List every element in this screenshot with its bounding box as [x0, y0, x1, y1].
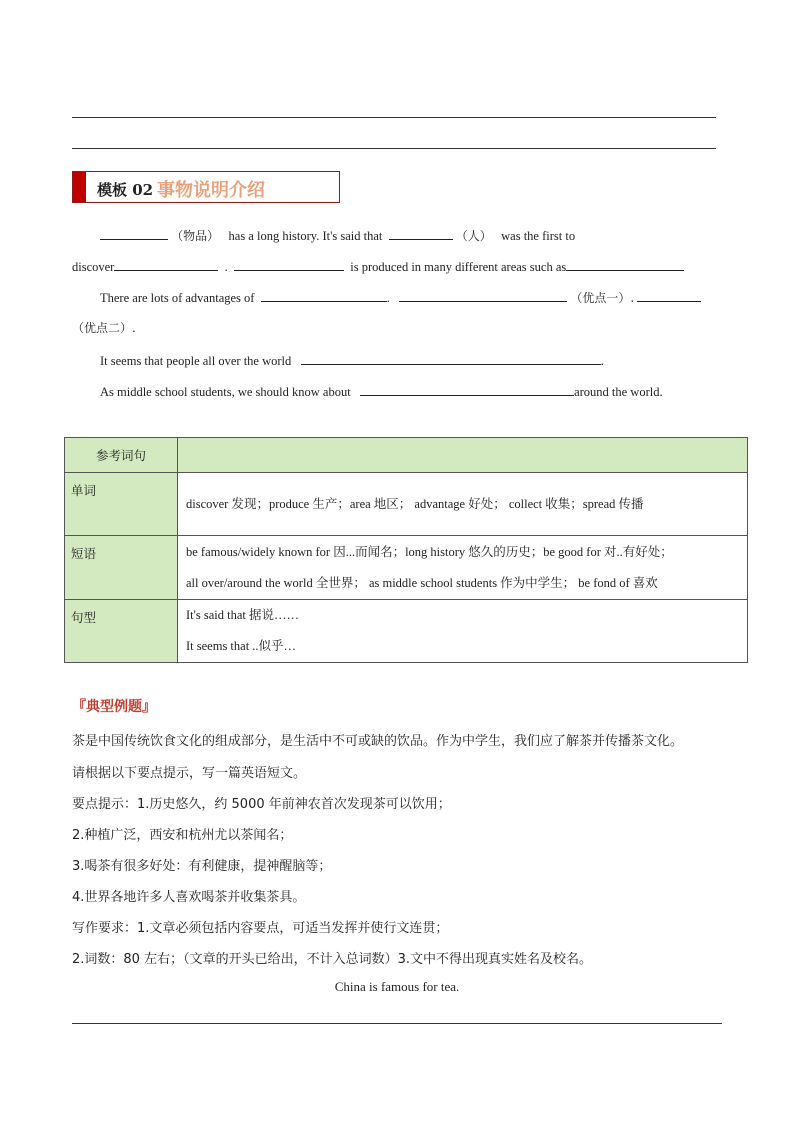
- example-text-line: 要点提示：1.历史悠久，约 5000 年前神农首次发现茶可以饮用；: [72, 797, 451, 812]
- answer-line-1: [72, 117, 716, 118]
- template-line-6: As middle school students, we should know about around the world.: [100, 382, 663, 401]
- example-text-line: 茶是中国传统饮食文化的组成部分，是生活中不可或缺的饮品。作为中学生，我们应了解茶并传播茶文化。: [72, 734, 684, 749]
- reference-table: [64, 437, 748, 663]
- template-line-3: There are lots of advantages of . （优点一）.: [100, 288, 701, 307]
- row-value: discover 发现；produce 生产；area 地区； advantage 好处； collect 收集；spread 传播: [178, 473, 748, 536]
- row-key: 单词: [65, 473, 178, 536]
- blank-field[interactable]: [399, 288, 567, 302]
- section-heading: [72, 171, 340, 203]
- row-key: 短语: [65, 536, 178, 600]
- example-text-line: 3.喝茶有很多好处：有利健康，提神醒脑等；: [72, 859, 332, 874]
- blank-field[interactable]: [261, 288, 387, 302]
- row-value: It's said that 据说…… It seems that ..似乎…: [178, 600, 748, 663]
- row-key: 句型: [65, 600, 178, 663]
- blank-field[interactable]: [389, 226, 453, 240]
- table-row: [65, 473, 748, 536]
- template-line-2: discover . is produced in many different areas such as: [72, 257, 684, 276]
- blank-field[interactable]: [566, 257, 684, 271]
- template-line-1: （物品） has a long history. It's said that （人） was the first to: [100, 226, 575, 245]
- example-text-line: 2.种植广泛，西安和杭州尤以茶闻名；: [72, 828, 293, 843]
- example-text-line: 请根据以下要点提示，写一篇英语短文。: [72, 766, 307, 781]
- table-header-blank: [178, 438, 748, 473]
- example-title: 『典型例题』: [72, 699, 156, 715]
- answer-line-3: [72, 1023, 722, 1024]
- blank-field[interactable]: [234, 257, 344, 271]
- table-row: [65, 536, 748, 600]
- blank-field[interactable]: [114, 257, 218, 271]
- example-text-line: 写作要求：1.文章必须包括内容要点，可适当发挥并使行文连贯；: [72, 921, 449, 936]
- example-text-line: 2.词数：80 左右；（文章的开头已给出，不计入总词数）3.文中不得出现真实姓名及校名。: [72, 952, 592, 967]
- heading-accent-bar: [73, 172, 86, 202]
- template-line-5: It seems that people all over the world .: [100, 351, 604, 370]
- template-line-4: （优点二）.: [72, 321, 136, 335]
- example-text-line: 4.世界各地许多人喜欢喝茶并收集茶具。: [72, 890, 306, 905]
- blank-field[interactable]: [637, 288, 701, 302]
- section-name: 事物说明介绍: [157, 180, 265, 201]
- blank-field[interactable]: [360, 382, 574, 396]
- blank-field[interactable]: [301, 351, 601, 365]
- row-value: be famous/widely known for 因...而闻名；long history 悠久的历史；be good for 对..有好处； all over/around the world 全世界； as middle school students 作为中学生； be fond of 喜欢: [178, 536, 748, 600]
- table-header-cell: 参考词句: [65, 438, 178, 473]
- blank-field[interactable]: [100, 226, 168, 240]
- essay-opening: China is famous for tea.: [334, 979, 460, 994]
- answer-line-2: [72, 148, 716, 149]
- table-row: [65, 600, 748, 663]
- table-header-row: [65, 438, 748, 473]
- section-number: 模板 02: [97, 181, 154, 199]
